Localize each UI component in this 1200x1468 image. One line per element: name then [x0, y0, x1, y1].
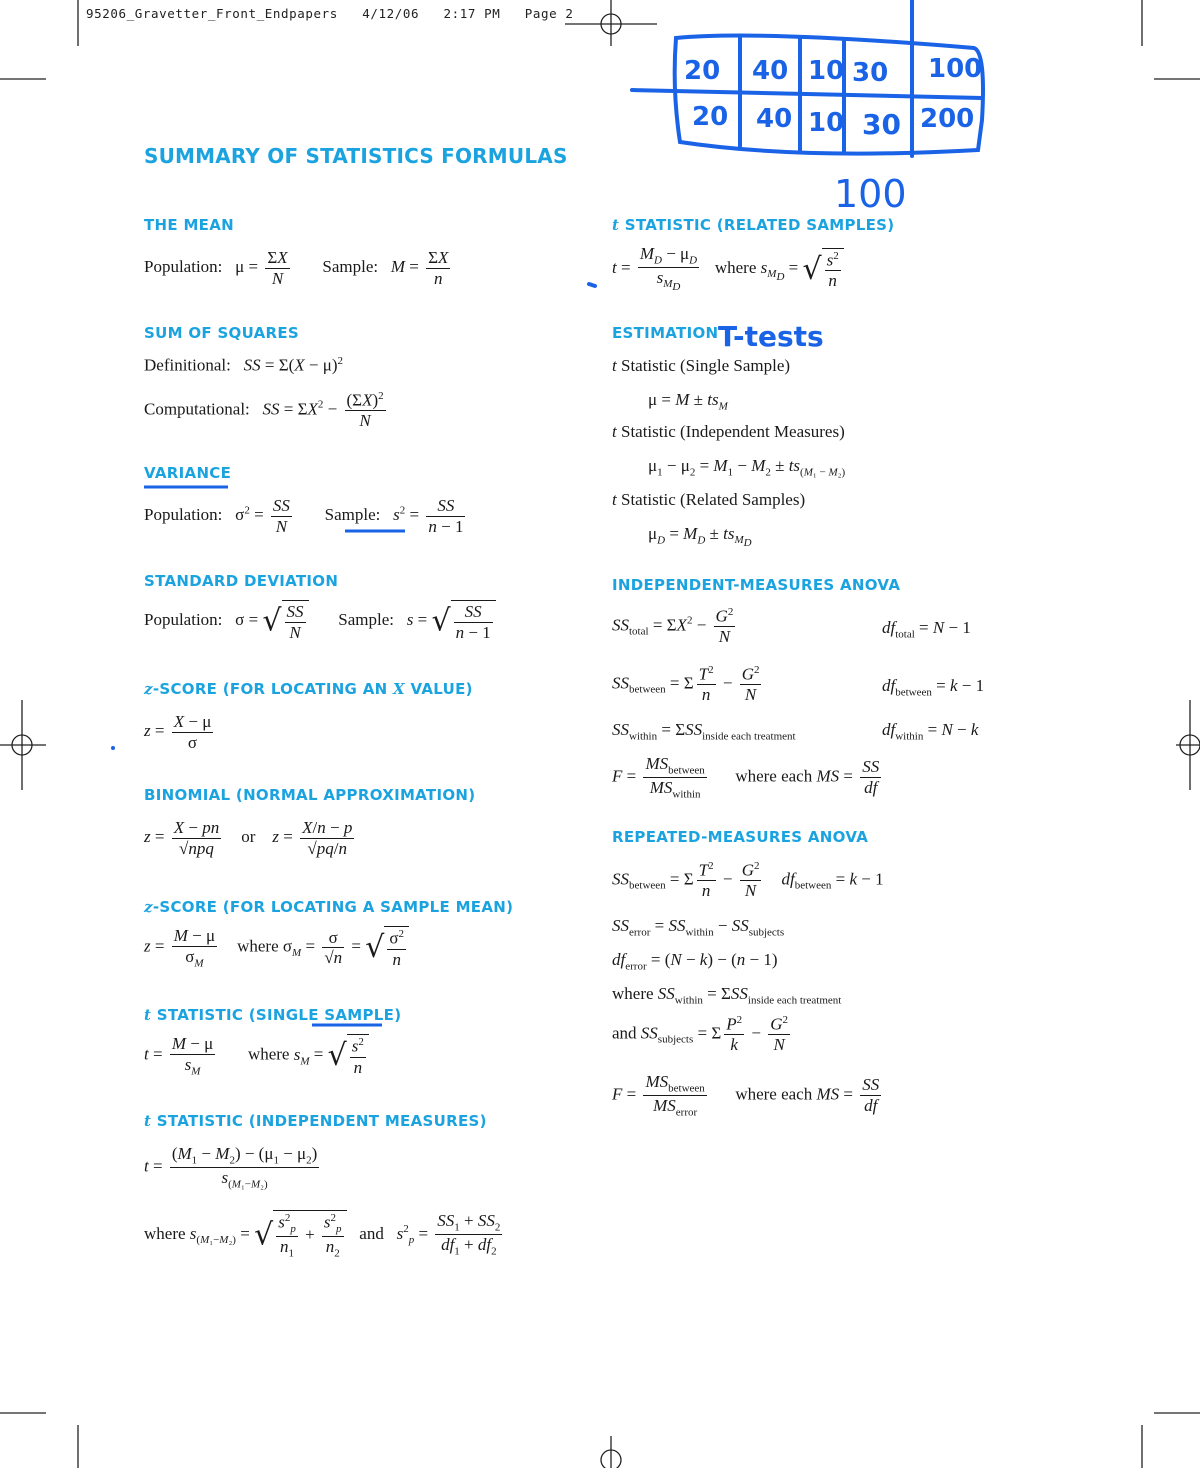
- formula-ima-df-within: $df_{within} = N - k$: [882, 720, 979, 743]
- heading-t-related: t STATISTIC (RELATED SAMPLES): [612, 216, 895, 234]
- hand-cell-2: 40: [752, 56, 789, 86]
- heading-binomial: BINOMIAL (NORMAL APPROXIMATION): [144, 786, 476, 804]
- formula-t-related: t = $\frac{M_D - \mu_D}{s_{M_D}}$ where $s_{M_D}$ = √ $\frac{s^2}{n}$: [612, 244, 844, 294]
- heading-t-independent: t STATISTIC (INDEPENDENT MEASURES): [144, 1112, 487, 1130]
- heading-mean: THE MEAN: [144, 216, 234, 234]
- formula-rma-ss-within: where $SS_{within} = \Sigma SS_{inside each treatment}$: [612, 984, 842, 1007]
- formula-t-independent-se: where $s_{(M_1-M_2)}$ = √ $\frac{s^2_p}{n_1}$ + $\frac{s^2_p}{n_2}$ and $s^2_p$ = $\frac{SS_1 + SS_2}{df_1 + df_2}$: [144, 1211, 501, 1260]
- formula-t-independent: t = $\frac{(M_1 - M_2) - (\mu_1 - \mu_2)}{s_{(M_1-M_2)}}$: [144, 1144, 318, 1191]
- heading-estimation: ESTIMATION: [612, 324, 719, 342]
- hand-cell-8: 10: [808, 108, 845, 138]
- hand-note: T-tests: [718, 320, 824, 353]
- formula-ima-ss-within: $SS_{within} = \Sigma SS_{inside each treatment}$: [612, 720, 796, 743]
- hand-cell-6: 20: [692, 102, 729, 132]
- formula-ss-computational: Computational: SS = $\Sigma X^2$ − $\frac{(\Sigma X)^2}{N}$: [144, 390, 384, 431]
- hand-total: 100: [834, 172, 907, 216]
- heading-standard-deviation: STANDARD DEVIATION: [144, 572, 339, 590]
- heading-z-score-x: z-SCORE (FOR LOCATING AN X VALUE): [144, 680, 473, 698]
- formula-rma-ss-error: $SS_{error} = SS_{within} - SS_{subjects}$: [612, 916, 785, 939]
- formula-rma-df-error: $df_{error} = (N - k) - (n - 1)$: [612, 950, 778, 973]
- heading-t-single-sample: t STATISTIC (SINGLE SAMPLE): [144, 1006, 402, 1024]
- formula-ss-definitional: Definitional: SS = $\Sigma(X - \mu)^2$: [144, 355, 344, 375]
- estimation-line-1: t Statistic (Single Sample): [612, 356, 791, 375]
- heading-independent-anova: INDEPENDENT-MEASURES ANOVA: [612, 576, 901, 594]
- formula-est-related: $\mu_D = M_D \pm ts_{M_D}$: [648, 524, 752, 550]
- formula-t-single-sample: t = $\frac{M - \mu}{s_M}$ where $s_M$ = √ $\frac{s^2}{n}$: [144, 1034, 369, 1078]
- estimation-line-2: t Statistic (Independent Measures): [612, 422, 845, 441]
- formula-est-independent: $\mu_1 - \mu_2 = M_1 - M_2 \pm ts_{(M_1 - M_2)}$: [648, 456, 846, 479]
- formula-ima-f: F = $\frac{MS_{between}}{MS_{within}}$ where each MS = $\frac{SS}{df}$: [612, 754, 880, 801]
- formula-ima-ss-total: $SS_{total} = \Sigma X^2$ − $\frac{G^2}{N}$: [612, 606, 734, 647]
- formula-binomial: z = $\frac{X - pn}{\text{√npq}}$ or z = $\frac{X/n - p}{√pq/n}$: [144, 818, 353, 858]
- hand-cell-4: 30: [852, 58, 889, 88]
- heading-variance: VARIANCE: [144, 464, 232, 482]
- formula-variance: Population: $\sigma^2$ = $\frac{SS}{N}$ Sample: $s^2$ = $\frac{SS}{n - 1}$: [144, 496, 464, 536]
- formula-sd: Population: σ = √ $\frac{SS}{N}$ Sample: s = √ $\frac{SS}{n - 1}$: [144, 600, 496, 642]
- formula-est-single: $\mu = M \pm ts_M$: [648, 390, 728, 413]
- hand-cell-10: 200: [920, 104, 975, 134]
- heading-sum-of-squares: SUM OF SQUARES: [144, 324, 300, 342]
- formula-z-score-mean: z = $\frac{M - \mu}{\sigma_M}$ where $\sigma_M$ = $\frac{\sigma}{√n}$ = √ $\frac{\sigma^2}{n}$: [144, 926, 409, 970]
- formula-z-score-x: z = $\frac{X - \mu}{\sigma}$: [144, 712, 212, 752]
- formula-ima-ss-between: $SS_{between} = \Sigma$ $\frac{T^2}{n}$ − $\frac{G^2}{N}$: [612, 664, 760, 705]
- hand-cell-5: 100: [928, 54, 983, 84]
- hand-cell-1: 20: [684, 56, 721, 86]
- file-stamp: 95206_Gravetter_Front_Endpapers 4/12/06 2:17 PM Page 2: [86, 6, 574, 21]
- formula-ima-df-between: $df_{between} = k - 1$: [882, 676, 985, 699]
- heading-repeated-anova: REPEATED-MEASURES ANOVA: [612, 828, 869, 846]
- formula-mean: Population: μ = $\frac{\Sigma X}{N}$ Sample: M = $\frac{\Sigma X}{n}$: [144, 248, 449, 288]
- page-title: SUMMARY OF STATISTICS FORMULAS: [144, 144, 568, 168]
- formula-rma-ss-subjects: and $SS_{subjects} = \Sigma$ $\frac{P^2}{k}$ − $\frac{G^2}{N}$: [612, 1014, 788, 1055]
- hand-cell-3: 10: [808, 56, 845, 86]
- formula-ima-df-total: $df_{total} = N - 1$: [882, 618, 971, 641]
- estimation-line-3: t Statistic (Related Samples): [612, 490, 806, 509]
- hand-cell-7: 40: [756, 104, 793, 134]
- formula-rma-f: F = $\frac{MS_{between}}{MS_{error}}$ where each MS = $\frac{SS}{df}$: [612, 1072, 880, 1119]
- hand-cell-9: 30: [862, 108, 901, 141]
- heading-z-score-mean: z-SCORE (FOR LOCATING A SAMPLE MEAN): [144, 898, 514, 916]
- formula-rma-ss-between: $SS_{between} = \Sigma$ $\frac{T^2}{n}$ − $\frac{G^2}{N}$ $df_{between} = k - 1$: [612, 860, 884, 901]
